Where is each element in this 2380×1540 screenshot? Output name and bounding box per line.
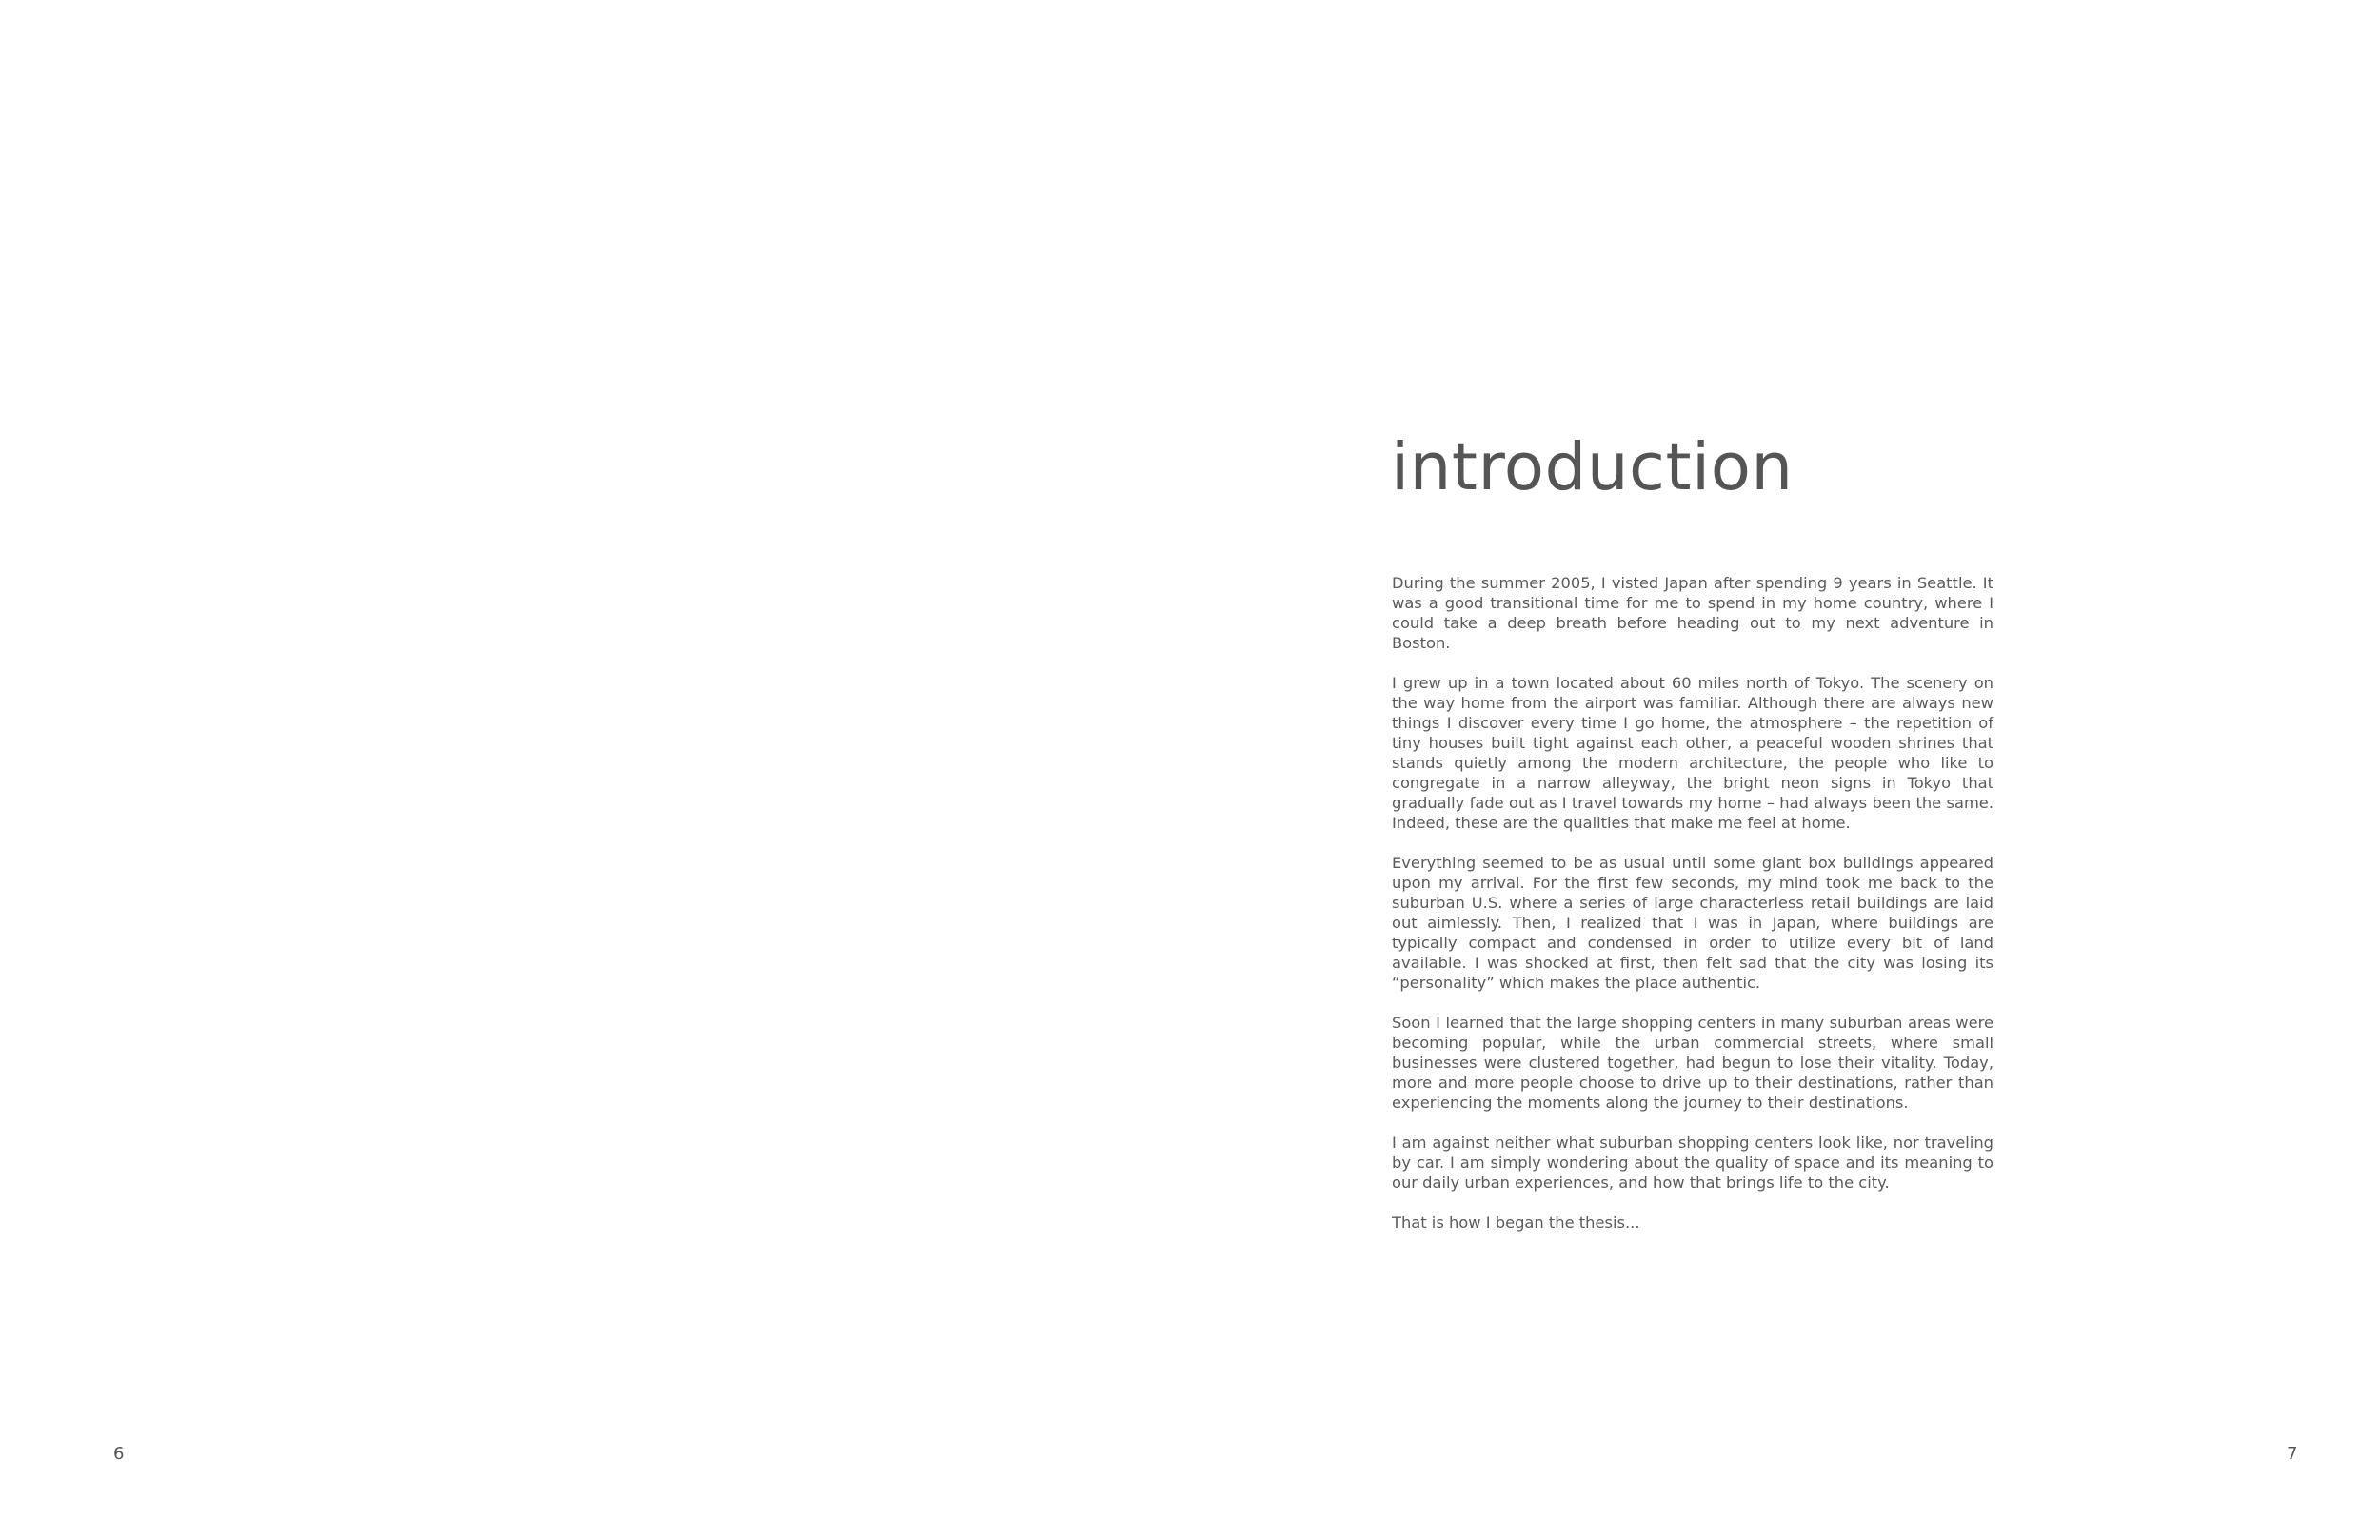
page-number-right: 7 xyxy=(2287,1444,2298,1464)
body-text xyxy=(1392,573,1993,1233)
page-number-left: 6 xyxy=(113,1444,125,1464)
right-page xyxy=(1190,0,2380,1540)
paragraph: During the summer 2005, I visted Japan after spending 9 years in Seattle. It was a good transitional time for me to spend in my home country, where I could take a deep breath before heading out to my next adventure in Boston. xyxy=(1392,574,1993,652)
page-title: introduction xyxy=(1391,429,1794,505)
paragraph: Everything seemed to be as usual until some giant box buildings appeared upon my arrival. For the first few seconds, my mind took me back to the suburban U.S. where a series of large characterless retail buildings are laid out aimlessly. Then, I realized that I was in Japan, where buildings are typically compact and condensed in order to utilize every bit of land available. I was shocked at first, then felt sad that the city was losing its “personality” which makes the place authentic. xyxy=(1392,854,1993,992)
paragraph: Soon I learned that the large shopping centers in many suburban areas were becoming popular, while the urban commercial streets, where small businesses were clustered together, had begun to lose their vitality. Today, more and more people choose to drive up to their destinations, rather than experiencing the moments along the journey to their destinations. xyxy=(1392,1014,1993,1112)
paragraph: I grew up in a town located about 60 miles north of Tokyo. The scenery on the way home from the airport was familiar. Although there are always new things I discover every time I go home, the atmosphere – the repetition of tiny houses built tight against each other, a peaceful wooden shrines that stands quietly among the modern architecture, the people who like to congregate in a narrow alleyway, the bright neon signs in Tokyo that gradually fade out as I travel towards my home – had always been the same. Indeed, these are the qualities that make me feel at home. xyxy=(1392,674,1993,832)
paragraph: That is how I began the thesis... xyxy=(1392,1214,1640,1232)
paragraph: I am against neither what suburban shopping centers look like, nor traveling by car. I am simply wondering about the quality of space and its meaning to our daily urban experiences, and how that brings life to the city. xyxy=(1392,1134,1993,1192)
